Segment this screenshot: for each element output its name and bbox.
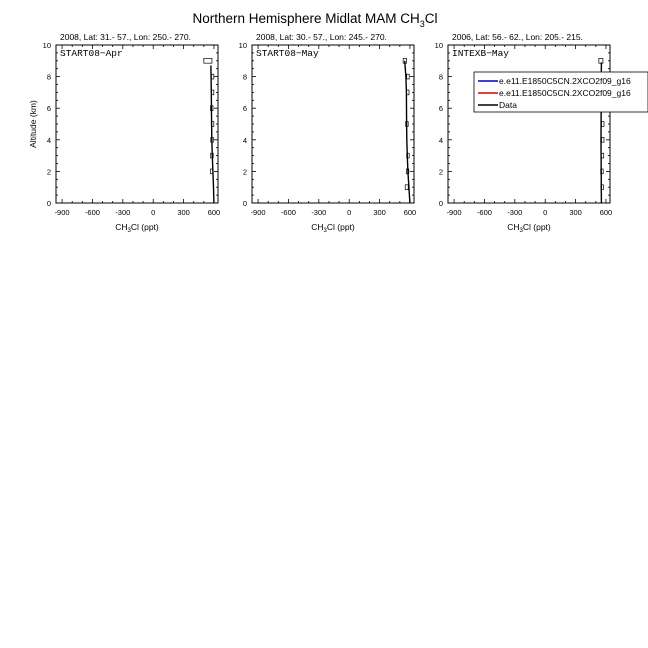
figure-title: Northern Hemisphere Midlat MAM $CH_3Cl$ [192,11,438,29]
x-tick-label: -600 [280,208,296,217]
x-tick-label: 300 [569,208,582,217]
y-tick-label: 0 [242,199,247,208]
data-box [204,58,212,63]
panel-2 [239,32,417,234]
panel-header: 2008, Lat: 30.- 57., Lon: 245.- 270. [256,32,387,42]
panel-header: 2008, Lat: 31.- 57., Lon: 250.- 270. [60,32,191,42]
x-tick-label: 600 [599,208,613,217]
y-tick-label: 6 [438,104,443,114]
plot-frame [252,45,414,203]
campaign-label: START08−May [256,48,319,59]
y-tick-label: 4 [242,135,247,145]
plot-frame [448,45,610,203]
campaign-label: INTEXB−May [452,48,510,59]
y-tick-label: 2 [242,167,247,177]
y-tick-label: 2 [438,167,443,177]
legend-label: e.e11.E1850C5CN.2XCO2f09_g16 [499,88,631,98]
campaign-label: START08−Apr [60,48,123,59]
x-tick-label: 0 [543,208,548,217]
x-tick-label: -300 [311,208,327,217]
y-tick-label: 6 [242,104,247,114]
y-tick-label: 10 [238,41,247,50]
x-tick-label: -300 [115,208,131,217]
x-tick-label: 0 [151,208,156,217]
panel-header: 2006, Lat: 56.- 62., Lon: 205.- 215. [452,32,583,42]
y-tick-label: 10 [42,41,51,50]
x-axis-label: $CH_3Cl$ (ppt) [311,222,355,234]
y-tick-label: 8 [438,72,443,82]
data-box [407,74,410,79]
y-tick-label: 4 [438,135,443,145]
y-axis-label: Altitude (km) [28,100,38,148]
x-tick-label: 300 [373,208,386,217]
x-tick-label: 600 [403,208,417,217]
y-tick-label: 8 [242,72,247,82]
x-tick-label: 300 [177,208,190,217]
y-tick-label: 2 [46,167,51,177]
plot-frame [56,45,218,203]
series-line-data [405,61,410,203]
x-tick-label: 600 [207,208,221,217]
y-tick-label: 10 [434,41,443,50]
x-tick-label: 0 [347,208,352,217]
x-tick-label: -600 [84,208,100,217]
x-tick-label: -900 [250,208,266,217]
y-tick-label: 4 [46,135,51,145]
data-box [601,122,604,127]
y-tick-label: 0 [46,199,51,208]
x-tick-label: -900 [54,208,70,217]
legend-label: e.e11.E1850C5CN.2XCO2f09_g16 [499,76,631,86]
x-axis-label: $CH_3Cl$ (ppt) [115,222,159,234]
x-axis-label: $CH_3Cl$ (ppt) [507,222,551,234]
data-box [601,137,604,142]
data-box [405,185,408,190]
y-tick-label: 8 [46,72,51,82]
series-line-data [211,66,214,204]
x-tick-label: -600 [476,208,492,217]
panel-3 [435,32,613,234]
x-tick-label: -900 [446,208,462,217]
x-tick-label: -300 [507,208,523,217]
panel-1 [28,32,220,234]
legend-label: Data [499,100,517,110]
y-tick-label: 0 [438,199,443,208]
legend [474,72,648,112]
y-tick-label: 6 [46,104,51,114]
